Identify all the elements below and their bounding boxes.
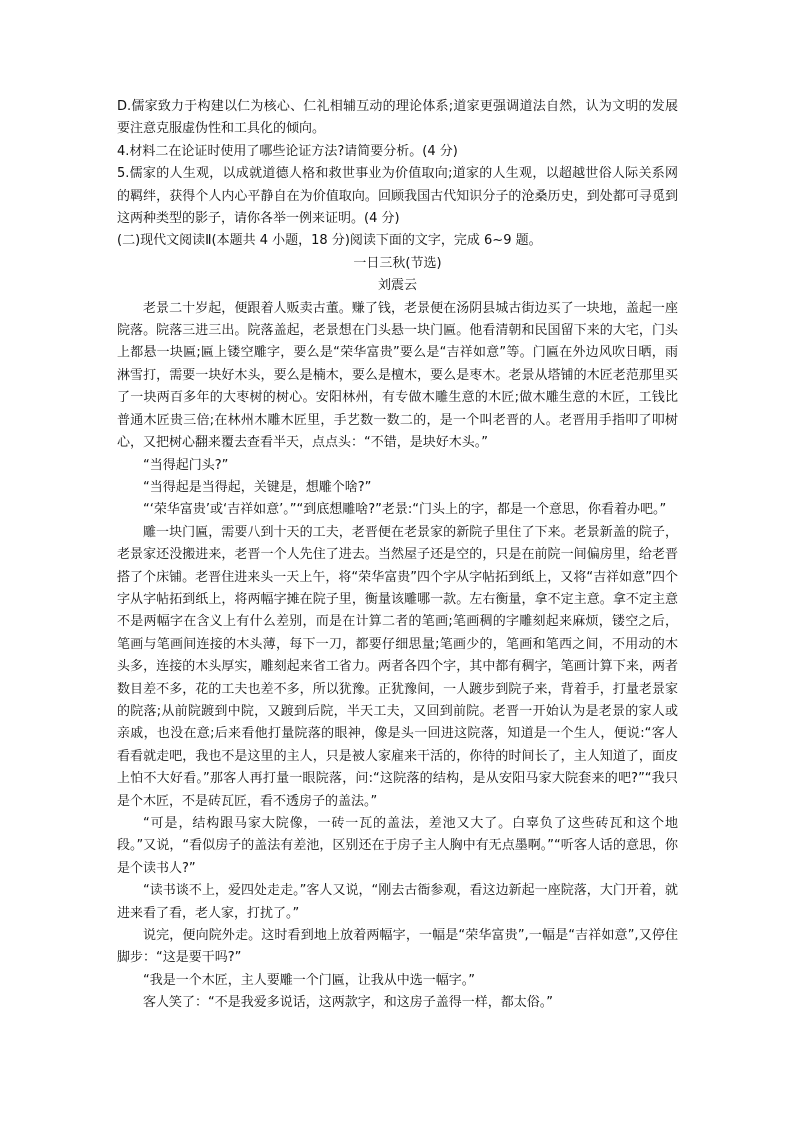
question-5: 5.儒家的人生观，以成就道德人格和救世事业为价值取向;道家的人生观，以超越世俗人际关系网的羁绊，获得个人内心平静自在为价值取向。回顾我国古代知识分子的沧桑历史，到处都可寻觅到这两种类型的影子，请你各举一例来证明。(4 分) [117, 166, 678, 227]
article-paragraph: 老景二十岁起，便跟着人贩卖古董。赚了钱，老景便在汤阴县城古街边买了一块地，盖起一座院落。院落三进三出。院落盖起，老景想在门头悬一块门匾。他看清朝和民国留下来的大宅，门头上都悬一块匾;匾上镂空雕字，要么是“荣华富贵”要么是“吉祥如意”等。门匾在外边风吹日晒，雨淋雪打，需要一块好木头，要么是楠木，要么是檀木，要么是枣木。老景从塔铺的木匠老范那里买了一块两百多年的大枣树的树心。安阳林州，有专做木雕生意的木匠;做木雕生意的木匠，工钱比普通木匠贵三倍;在林州木雕木匠里，手艺数一数二的，是一个叫老晋的人。老晋用手指叩了叩树心，又把树心翻来覆去查看半天，点点头：“不错，是块好木头。” [117, 300, 678, 451]
article-title: 一日三秋(节选) [353, 255, 442, 271]
article-paragraph: 说完，便向院外走。这时看到地上放着两幅字，一幅是“荣华富贵”,一幅是“吉祥如意”,又停住脚步：“这是要干吗?” [117, 928, 678, 966]
document-page [117, 96, 678, 1015]
article-paragraph: “当得起是当得起，关键是，想雕个啥?” [143, 479, 372, 495]
question-option-d: D.儒家致力于构建以仁为核心、仁礼相辅互动的理论体系;道家更强调道法自然，认为文明的发展要注意克服虚伪性和工具化的倾向。 [117, 99, 678, 137]
article-paragraph: 客人笑了：“不是我爱多说话，这两款字，和这房子盖得一样，都太俗。” [143, 995, 553, 1011]
article-paragraph: “‘荣华富贵’或‘吉祥如意’。”“到底想雕啥?”老景:“门头上的字，都是一个意思，你看着办吧。” [143, 502, 667, 518]
article-author: 刘震云 [377, 278, 417, 294]
question-4: 4.材料二在论证时使用了哪些论证方法?请简要分析。(4 分) [117, 143, 458, 159]
article-paragraph: 雕一块门匾，需要八到十天的工夫，老晋便在老景家的新院子里住了下来。老景新盖的院子，老景家还没搬进来，老晋一个人先住了进去。当然屋子还是空的，只是在前院一间偏房里，给老晋搭了个床铺。老晋住进来头一天上午，将“荣华富贵”四个字从字帖拓到纸上，又将“吉祥如意”四个字从字帖拓到纸上，将两幅字摊在院子里，衡量该雕哪一款。左右衡量，拿不定主意。拿不定主意不是两幅字在含义上有什么差别，而是在计算二者的笔画;笔画稠的字雕刻起来麻烦，镂空之后，笔画与笔画间连接的木头薄，每下一刀，都要仔细思量;笔画少的，笔画和笔西之间，不用动的木头多，连接的木头厚实，雕刻起来省工省力。两者各四个字，其中都有稠字，笔画计算下来，两者数目差不多，花的工夫也差不多，所以犹豫。正犹豫间，一人踱步到院子来，背着手，打量老景家的院落;从前院踱到中院，又踱到后院，半天工夫，又回到前院。老晋一开始认为是老景的家人或亲戚，也没在意;后来看他打量院落的眼神，像是头一回进这院落，知道是一个生人，便说:“客人看看就走吧，我也不是这里的主人，只是被人家雇来干活的，你待的时间长了，主人知道了，面皮上怕不大好看。”那客人再打量一眼院落，问:“这院落的结构，是从安阳马家大院套来的吧?”“我只是个木匠，不是砖瓦匠，看不透房子的盖法。” [117, 524, 678, 809]
article-paragraph: “读书谈不上，爱四处走走。”客人又说，“刚去古衙参观，看这边新起一座院落，大门开着，就进来看了看，老人家，打扰了。” [117, 883, 678, 921]
article-paragraph: “可是，结构跟马家大院像，一砖一瓦的盖法，差池又大了。白辜负了这些砖瓦和这个地段。”又说，“看似房子的盖法有差池，区别还在于房子主人胸中有无点墨啊。”“听客人话的意思，你是个读书人?” [117, 816, 678, 876]
article-paragraph: “我是一个木匠，主人要雕一个门匾，让我从中选一幅字。” [143, 972, 475, 988]
section-heading: (二)现代文阅读Ⅱ(本题共 4 小题，18 分)阅读下面的文字，完成 6~9 题。 [117, 233, 542, 249]
article-paragraph: “当得起门头?” [143, 457, 229, 473]
